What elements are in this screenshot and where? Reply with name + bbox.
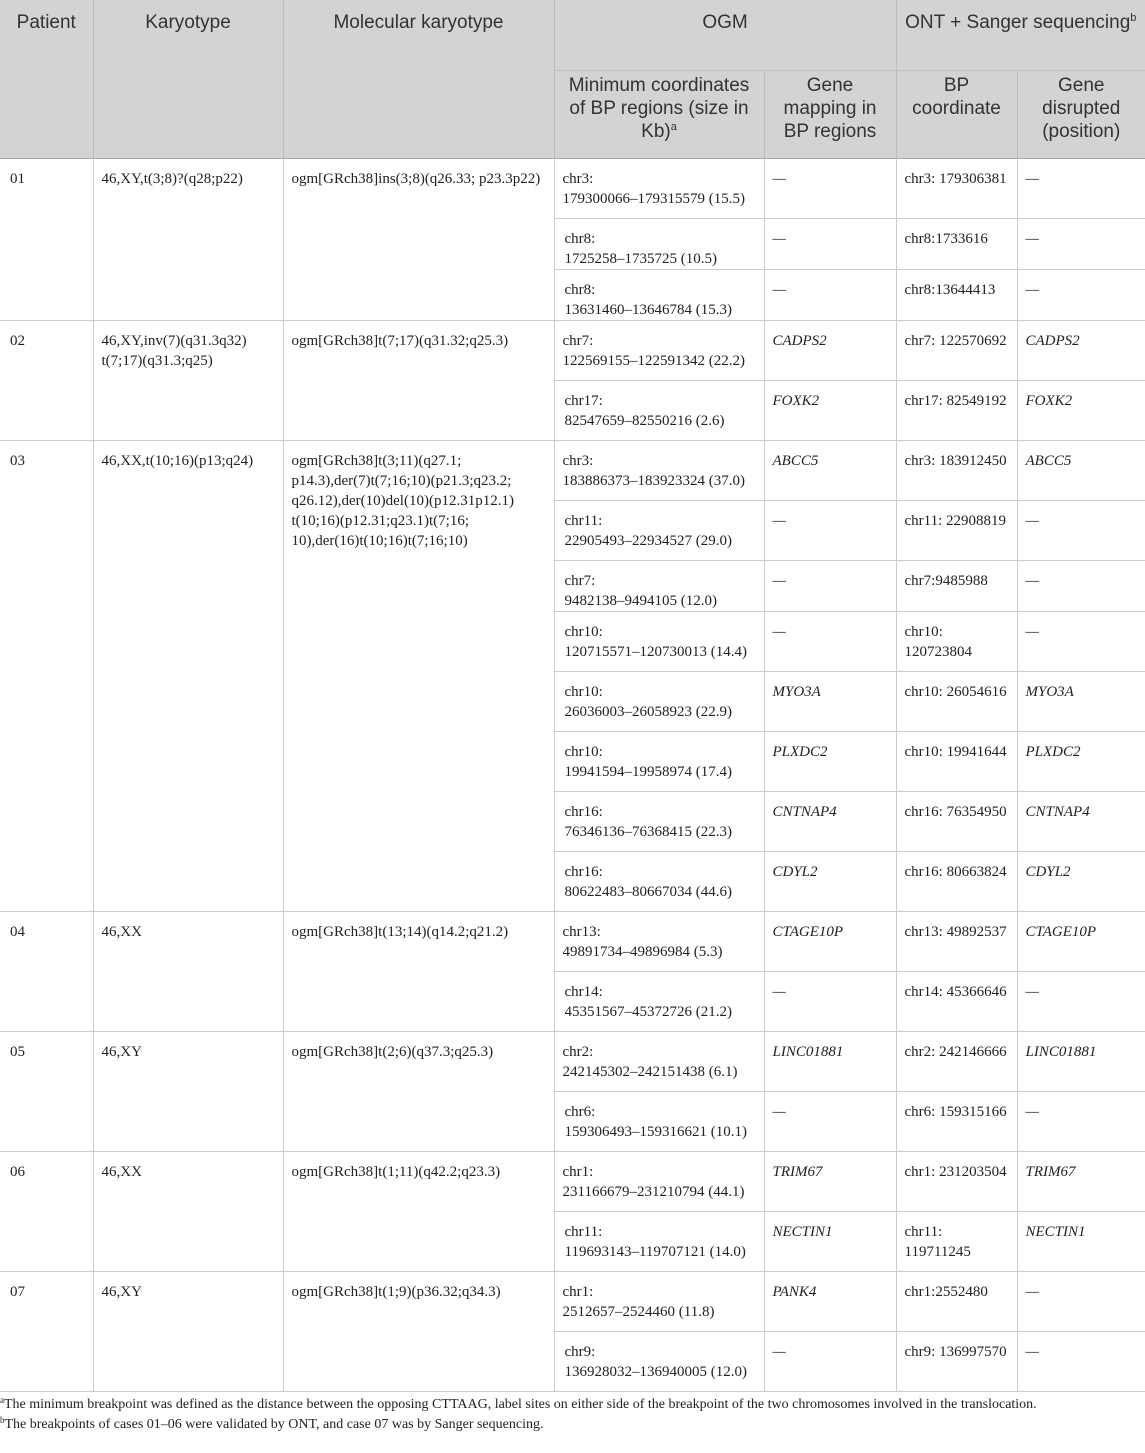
table-row (0, 1272, 1145, 1332)
gene-disrupted-cell-text: CTAGE10P (1025, 924, 1097, 940)
bp-coordinate-cell-text: chr10: 19941644 (904, 744, 1007, 760)
bp-coordinate-cell (896, 1332, 1017, 1392)
patient-id-cell (0, 321, 93, 441)
coord-range: 1725258–1735725 (10.5) (564, 251, 717, 267)
gene-mapping-cell (764, 561, 896, 612)
patient-id-cell-text: 03 (10, 453, 25, 469)
min-coordinates-cell (554, 972, 764, 1032)
min-coordinates-cell (554, 792, 764, 852)
gene-disrupted-cell-text: — (1025, 282, 1039, 298)
footnote-b: $^b$The breakpoints of cases 01–06 were validated by ONT, and case 07 was by Sanger sequencing. (0, 1415, 544, 1432)
gene-mapping-cell-text: CADPS2 (772, 333, 827, 349)
table-row (0, 441, 1145, 501)
table-header (0, 0, 1145, 159)
min-coordinates-cell (554, 852, 764, 912)
gene-disrupted-cell (1017, 1332, 1145, 1392)
coord-chromosome: chr6: (564, 1104, 596, 1120)
gene-disrupted-cell (1017, 912, 1145, 972)
coord-chromosome: chr1: (562, 1164, 594, 1180)
patient-id-cell-text: 06 (10, 1164, 25, 1180)
gene-mapping-cell (764, 159, 896, 219)
gene-mapping-cell (764, 321, 896, 381)
coord-chromosome: chr7: (564, 573, 596, 589)
gene-mapping-cell (764, 732, 896, 792)
coord-range: 136928032–136940005 (12.0) (564, 1364, 747, 1380)
gene-mapping-cell (764, 219, 896, 270)
coord-chromosome: chr9: (564, 1344, 596, 1360)
min-coordinates-cell (554, 1152, 764, 1212)
gene-mapping-cell-text: — (772, 1104, 786, 1120)
coord-range: 159306493–159316621 (10.1) (564, 1124, 747, 1140)
min-coordinates-cell (554, 270, 764, 321)
table-body (0, 159, 1145, 1392)
bp-coordinate-cell (896, 852, 1017, 912)
bp-coordinate-cell-text: chr3: 183912450 (904, 453, 1007, 469)
bp-coordinate-cell-text: chr13: 49892537 (904, 924, 1007, 940)
gene-mapping-cell-text: FOXK2 (772, 393, 820, 409)
bp-coordinate-cell-text: chr8:13644413 (904, 282, 996, 298)
coord-range: 26036003–26058923 (22.9) (564, 704, 732, 720)
bp-coordinate-cell-text: chr17: 82549192 (904, 393, 1007, 409)
table-row (0, 321, 1145, 381)
gene-mapping-cell (764, 501, 896, 561)
min-coordinates-cell (554, 1092, 764, 1152)
gene-mapping-cell-text: LINC01881 (772, 1044, 844, 1060)
gene-mapping-cell (764, 1152, 896, 1212)
header-ont-sanger: ONT + Sanger sequencing$^b$ (896, 0, 1145, 71)
gene-disrupted-cell-text: PLXDC2 (1025, 744, 1081, 760)
gene-disrupted-cell (1017, 561, 1145, 612)
bp-coordinate-cell (896, 912, 1017, 972)
gene-disrupted-cell (1017, 732, 1145, 792)
gene-disrupted-cell-text: CNTNAP4 (1025, 804, 1090, 820)
coord-chromosome: chr3: (562, 453, 594, 469)
bp-coordinate-cell (896, 1032, 1017, 1092)
karyotype-cell (93, 159, 283, 321)
molecular-karyotype-cell-text: ogm[GRch38]ins(3;8)(q26.33; p23.3p22) (291, 171, 541, 187)
header-min-coordinates: Minimum coordinates of BP regions (size in Kb)$^a$ (554, 71, 764, 159)
min-coordinates-cell (554, 672, 764, 732)
gene-mapping-cell-text: — (772, 573, 786, 589)
gene-mapping-cell (764, 612, 896, 672)
min-coordinates-cell (554, 912, 764, 972)
min-coordinates-cell (554, 159, 764, 219)
coord-range: 22905493–22934527 (29.0) (564, 533, 732, 549)
header-gene-mapping: Gene mapping in BP regions (764, 71, 896, 159)
coord-chromosome: chr16: (564, 864, 603, 880)
molecular-karyotype-cell-text: ogm[GRch38]t(1;9)(p36.32;q34.3) (291, 1284, 501, 1300)
gene-disrupted-cell (1017, 1212, 1145, 1272)
coord-chromosome: chr17: (564, 393, 603, 409)
bp-coordinate-cell (896, 270, 1017, 321)
gene-disrupted-cell (1017, 612, 1145, 672)
min-coordinates-cell (554, 1032, 764, 1092)
bp-coordinate-cell (896, 612, 1017, 672)
molecular-karyotype-cell-text: ogm[GRch38]t(13;14)(q14.2;q21.2) (291, 924, 509, 940)
gene-mapping-cell-text: CNTNAP4 (772, 804, 837, 820)
gene-disrupted-cell (1017, 1152, 1145, 1212)
table-row (0, 1152, 1145, 1212)
karyotype-cell-text: 46,XY (101, 1284, 142, 1300)
coord-range: 13631460–13646784 (15.3) (564, 302, 732, 318)
coord-range: 9482138–9494105 (12.0) (564, 593, 717, 609)
gene-disrupted-cell-text: — (1025, 984, 1039, 1000)
karyotype-cell (93, 1152, 283, 1272)
header-gene-disrupted: Gene disrupted (position) (1017, 71, 1145, 159)
gene-mapping-cell (764, 1332, 896, 1392)
bp-coordinate-cell-text: chr10: 26054616 (904, 684, 1007, 700)
gene-mapping-cell-text: — (772, 1344, 786, 1360)
coord-chromosome: chr10: (564, 744, 603, 760)
min-coordinates-cell (554, 1332, 764, 1392)
table-row (0, 1032, 1145, 1092)
coord-range: 183886373–183923324 (37.0) (562, 473, 745, 489)
gene-mapping-cell-text: NECTIN1 (772, 1224, 833, 1240)
bp-coordinate-cell (896, 792, 1017, 852)
gene-mapping-cell (764, 912, 896, 972)
coord-range: 76346136–76368415 (22.3) (564, 824, 732, 840)
min-coordinates-cell (554, 219, 764, 270)
coord-range: 231166679–231210794 (44.1) (562, 1184, 745, 1200)
patient-id-cell (0, 1272, 93, 1392)
gene-disrupted-cell-text: ABCC5 (1025, 453, 1072, 469)
gene-mapping-cell-text: — (772, 171, 786, 187)
gene-mapping-cell-text: — (772, 282, 786, 298)
karyotype-cell (93, 1272, 283, 1392)
gene-mapping-cell (764, 672, 896, 732)
bp-coordinate-cell (896, 732, 1017, 792)
bp-coordinate-cell (896, 1212, 1017, 1272)
coord-chromosome: chr10: (564, 684, 603, 700)
coord-chromosome: chr7: (562, 333, 594, 349)
header-ogm: OGM (554, 0, 896, 71)
coord-range: 45351567–45372726 (21.2) (564, 1004, 732, 1020)
bp-coordinate-cell-text: chr6: 159315166 (904, 1104, 1007, 1120)
molecular-karyotype-cell-text: ogm[GRch38]t(7;17)(q31.32;q25.3) (291, 333, 509, 349)
gene-mapping-cell-text: TRIM67 (772, 1164, 823, 1180)
patient-id-cell-text: 05 (10, 1044, 25, 1060)
gene-mapping-cell (764, 972, 896, 1032)
bp-coordinate-cell (896, 321, 1017, 381)
bp-coordinate-cell (896, 501, 1017, 561)
bp-coordinate-cell (896, 1272, 1017, 1332)
min-coordinates-cell (554, 1272, 764, 1332)
gene-mapping-cell-text: CDYL2 (772, 864, 818, 880)
header-patient: Patient (0, 0, 93, 159)
coord-chromosome: chr1: (562, 1284, 594, 1300)
coord-range: 242145302–242151438 (6.1) (562, 1064, 738, 1080)
molecular-karyotype-cell (283, 1152, 554, 1272)
coord-chromosome: chr13: (562, 924, 601, 940)
gene-mapping-cell-text: CTAGE10P (772, 924, 844, 940)
karyotype-cell (93, 321, 283, 441)
gene-disrupted-cell (1017, 321, 1145, 381)
gene-disrupted-cell-text: — (1025, 1284, 1039, 1300)
coord-range: 2512657–2524460 (11.8) (562, 1304, 715, 1320)
bp-coordinate-cell-text: chr11: 22908819 (904, 513, 1007, 529)
header-karyotype: Karyotype (93, 0, 283, 159)
gene-mapping-cell (764, 441, 896, 501)
coord-range: 49891734–49896984 (5.3) (562, 944, 723, 960)
gene-disrupted-cell (1017, 441, 1145, 501)
bp-coordinate-cell-text: chr7: 122570692 (904, 333, 1007, 349)
min-coordinates-cell (554, 561, 764, 612)
min-coordinates-cell (554, 381, 764, 441)
gene-mapping-cell-text: PANK4 (772, 1284, 817, 1300)
patient-id-cell-text: 02 (10, 333, 25, 349)
patient-id-cell-text: 01 (10, 171, 25, 187)
gene-mapping-cell-text: — (772, 624, 786, 640)
min-coordinates-cell (554, 321, 764, 381)
bp-coordinate-cell (896, 561, 1017, 612)
bp-coordinate-cell-text: chr7:9485988 (904, 573, 988, 589)
bp-coordinate-cell-text: chr3: 179306381 (904, 171, 1007, 187)
patient-id-cell (0, 912, 93, 1032)
header-molecular-karyotype: Molecular karyotype (283, 0, 554, 159)
gene-disrupted-cell-text: — (1025, 624, 1039, 640)
gene-disrupted-cell-text: — (1025, 1104, 1039, 1120)
molecular-karyotype-cell (283, 912, 554, 1032)
molecular-karyotype-cell-text: ogm[GRch38]t(2;6)(q37.3;q25.3) (291, 1044, 494, 1060)
gene-mapping-cell (764, 1272, 896, 1332)
coord-range: 80622483–80667034 (44.6) (564, 884, 732, 900)
molecular-karyotype-cell (283, 441, 554, 912)
header-bp-coordinate: BP coordinate (896, 71, 1017, 159)
gene-disrupted-cell-text: CDYL2 (1025, 864, 1071, 880)
bp-coordinate-cell-text: chr14: 45366646 (904, 984, 1007, 1000)
gene-disrupted-cell (1017, 270, 1145, 321)
patient-id-cell (0, 441, 93, 912)
gene-disrupted-cell (1017, 381, 1145, 441)
gene-mapping-cell-text: — (772, 231, 786, 247)
gene-disrupted-cell-text: — (1025, 573, 1039, 589)
molecular-karyotype-cell (283, 321, 554, 441)
gene-disrupted-cell-text: TRIM67 (1025, 1164, 1076, 1180)
patient-id-cell (0, 159, 93, 321)
gene-disrupted-cell-text: — (1025, 513, 1039, 529)
coord-chromosome: chr8: (564, 231, 596, 247)
gene-disrupted-cell (1017, 1032, 1145, 1092)
karyotype-cell-text: 46,XY,inv(7)(q31.3q32) t(7;17)(q31.3;q25) (101, 333, 247, 369)
bp-coordinate-cell (896, 672, 1017, 732)
gene-disrupted-cell-text: MYO3A (1025, 684, 1074, 700)
gene-disrupted-cell (1017, 972, 1145, 1032)
gene-disrupted-cell-text: CADPS2 (1025, 333, 1080, 349)
molecular-karyotype-cell (283, 1032, 554, 1152)
coord-chromosome: chr2: (562, 1044, 594, 1060)
bp-coordinate-cell-text: chr1: 231203504 (904, 1164, 1007, 1180)
bp-coordinate-cell (896, 1092, 1017, 1152)
coord-range: 122569155–122591342 (22.2) (562, 353, 745, 369)
bp-coordinate-cell (896, 441, 1017, 501)
karyotype-cell-text: 46,XY (101, 1044, 142, 1060)
min-coordinates-cell (554, 501, 764, 561)
coord-range: 82547659–82550216 (2.6) (564, 413, 725, 429)
gene-mapping-cell (764, 1032, 896, 1092)
karyotype-cell (93, 441, 283, 912)
gene-mapping-cell-text: — (772, 984, 786, 1000)
coord-chromosome: chr11: (564, 1224, 603, 1240)
bp-coordinate-cell (896, 159, 1017, 219)
coord-chromosome: chr14: (564, 984, 603, 1000)
karyotype-cell-text: 46,XX (101, 924, 142, 940)
gene-mapping-cell (764, 792, 896, 852)
karyotype-cell-text: 46,XX,t(10;16)(p13;q24) (101, 453, 254, 469)
patient-id-cell (0, 1032, 93, 1152)
coord-chromosome: chr11: (564, 513, 603, 529)
footnote-a: $^a$The minimum breakpoint was defined as the distance between the opposing CTTAAG, label sites on either side of the breakpoint of the two chromosomes involved in the translocation. (0, 1395, 1037, 1412)
gene-disrupted-cell (1017, 159, 1145, 219)
karyotype-cell (93, 912, 283, 1032)
gene-disrupted-cell-text: — (1025, 171, 1039, 187)
bp-coordinate-cell (896, 219, 1017, 270)
gene-disrupted-cell (1017, 792, 1145, 852)
patient-id-cell-text: 07 (10, 1284, 25, 1300)
patient-id-cell-text: 04 (10, 924, 25, 940)
bp-coordinate-cell-text: chr1:2552480 (904, 1284, 988, 1300)
gene-mapping-cell-text: PLXDC2 (772, 744, 828, 760)
molecular-karyotype-cell (283, 1272, 554, 1392)
gene-disrupted-cell (1017, 501, 1145, 561)
coord-range: 19941594–19958974 (17.4) (564, 764, 732, 780)
gene-mapping-cell (764, 852, 896, 912)
bp-coordinate-cell-text: chr16: 80663824 (904, 864, 1007, 880)
coord-range: 179300066–179315579 (15.5) (562, 191, 745, 207)
bp-coordinate-cell (896, 1152, 1017, 1212)
min-coordinates-cell (554, 732, 764, 792)
gene-disrupted-cell (1017, 1092, 1145, 1152)
gene-disrupted-cell-text: FOXK2 (1025, 393, 1073, 409)
coord-chromosome: chr3: (562, 171, 594, 187)
bp-coordinate-cell-text: chr16: 76354950 (904, 804, 1007, 820)
gene-mapping-cell (764, 381, 896, 441)
gene-mapping-cell-text: MYO3A (772, 684, 821, 700)
coord-range: 119693143–119707121 (14.0) (564, 1244, 746, 1260)
gene-disrupted-cell (1017, 852, 1145, 912)
bp-coordinate-cell-text: chr8:1733616 (904, 231, 988, 247)
gene-disrupted-cell (1017, 672, 1145, 732)
min-coordinates-cell (554, 441, 764, 501)
karyotype-cell (93, 1032, 283, 1152)
gene-mapping-cell (764, 1212, 896, 1272)
bp-coordinate-cell (896, 381, 1017, 441)
min-coordinates-cell (554, 1212, 764, 1272)
gene-mapping-cell (764, 270, 896, 321)
molecular-karyotype-cell-text: ogm[GRch38]t(3;11)(q27.1; p14.3),der(7)t(7;16;10)(p21.3;q23.2; q26.12),der(10)del(10)(p12.31p12.1) t(10;16)(p12.31;q23.1)t(7;16; 10),der(16)t(10;16)t(7;16;10) (291, 453, 514, 549)
coord-chromosome: chr10: (564, 624, 603, 640)
table-row (0, 912, 1145, 972)
gene-disrupted-cell-text: — (1025, 231, 1039, 247)
coord-chromosome: chr8: (564, 282, 596, 298)
coord-chromosome: chr16: (564, 804, 603, 820)
bp-coordinate-cell-text: chr2: 242146666 (904, 1044, 1007, 1060)
gene-disrupted-cell-text: LINC01881 (1025, 1044, 1097, 1060)
min-coordinates-cell (554, 612, 764, 672)
table-row (0, 159, 1145, 219)
bp-coordinate-cell-text: chr10: 120723804 (904, 624, 973, 660)
coord-range: 120715571–120730013 (14.4) (564, 644, 747, 660)
gene-disrupted-cell (1017, 1272, 1145, 1332)
patient-id-cell (0, 1152, 93, 1272)
gene-disrupted-cell (1017, 219, 1145, 270)
bp-coordinate-cell-text: chr9: 136997570 (904, 1344, 1007, 1360)
bp-coordinate-cell (896, 972, 1017, 1032)
karyotype-cell-text: 46,XY,t(3;8)?(q28;p22) (101, 171, 243, 187)
molecular-karyotype-cell (283, 159, 554, 321)
karyotype-cell-text: 46,XX (101, 1164, 142, 1180)
gene-mapping-cell-text: ABCC5 (772, 453, 819, 469)
bp-coordinate-cell-text: chr11: 119711245 (904, 1224, 971, 1260)
gene-disrupted-cell-text: NECTIN1 (1025, 1224, 1086, 1240)
gene-mapping-cell (764, 1092, 896, 1152)
gene-mapping-cell-text: — (772, 513, 786, 529)
gene-disrupted-cell-text: — (1025, 1344, 1039, 1360)
molecular-karyotype-cell-text: ogm[GRch38]t(1;11)(q42.2;q23.3) (291, 1164, 501, 1180)
